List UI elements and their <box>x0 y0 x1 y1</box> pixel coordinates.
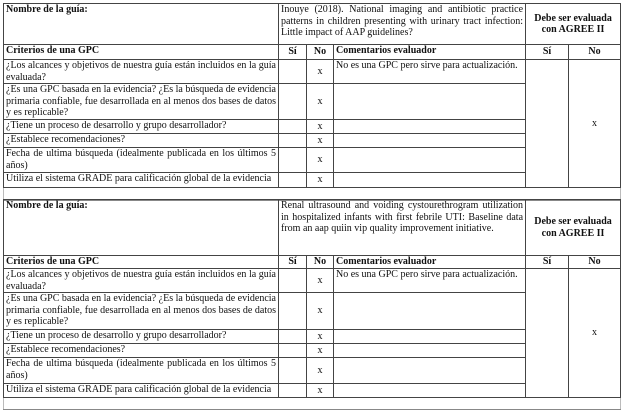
si-mark <box>279 60 307 84</box>
no-mark: x <box>307 173 334 188</box>
no-mark: x <box>307 148 334 173</box>
criterion-text: ¿Es una GPC basada en la evidencia? ¿Es la búsqueda de evidencia primaria confiable, fue desarrollada en al menos dos bases de datos y es replicable? <box>4 84 279 120</box>
agree-header: Debe ser evaluada con AGREE II <box>526 4 621 45</box>
no-mark: x <box>307 358 334 384</box>
table-row <box>4 60 621 84</box>
no-mark: x <box>307 120 334 134</box>
si-mark <box>279 173 307 188</box>
evaluator-comment <box>334 344 526 358</box>
evaluator-comment: No es una GPC pero sirve para actualización. <box>334 269 526 293</box>
si-header: Sí <box>279 256 307 269</box>
criterion-text: ¿Es una GPC basada en la evidencia? ¿Es la búsqueda de evidencia primaria confiable, fue desarrollada en al menos dos bases de datos y es replicable? <box>4 293 279 330</box>
si-mark <box>279 330 307 344</box>
agree-header: Debe ser evaluada con AGREE II <box>526 200 621 256</box>
guide-evaluation-table <box>3 199 621 410</box>
si-mark <box>279 120 307 134</box>
no-mark: x <box>307 60 334 84</box>
blank-row <box>4 398 621 410</box>
evaluator-comment <box>334 358 526 384</box>
no-mark: x <box>307 134 334 148</box>
agree-si-header: Sí <box>526 256 569 269</box>
si-mark <box>279 344 307 358</box>
criterion-text: Utiliza el sistema GRADE para calificación global de la evidencia <box>4 173 279 188</box>
si-header: Sí <box>279 45 307 60</box>
agree-no-header: No <box>569 256 621 269</box>
si-mark <box>279 148 307 173</box>
criterion-text: ¿Establece recomendaciones? <box>4 344 279 358</box>
guide-name-label: Nombre de la guía: <box>4 4 279 45</box>
guide-title: Inouye (2018). National imaging and antibiotic practice patterns in children presenting with urinary tract infection: Little impact of AAP guidelines? <box>279 4 526 45</box>
evaluator-comment <box>334 134 526 148</box>
no-header: No <box>307 45 334 60</box>
no-mark: x <box>307 269 334 293</box>
no-mark: x <box>307 384 334 398</box>
criterion-text: Fecha de ultima búsqueda (idealmente publicada en los últimos 5 años) <box>4 358 279 384</box>
evaluator-comment <box>334 120 526 134</box>
si-mark <box>279 358 307 384</box>
evaluator-comment: No es una GPC pero sirve para actualización. <box>334 60 526 84</box>
no-header: No <box>307 256 334 269</box>
si-mark <box>279 384 307 398</box>
criterion-text: ¿Los alcances y objetivos de nuestra guía están incluidos en la guía evaluada? <box>4 269 279 293</box>
evaluator-comment <box>334 384 526 398</box>
agree-no-mark: x <box>569 60 621 188</box>
si-mark <box>279 134 307 148</box>
si-mark <box>279 293 307 330</box>
agree-si-mark <box>526 60 569 188</box>
agree-no-header: No <box>569 45 621 60</box>
comments-header: Comentarios evaluador <box>334 45 526 60</box>
comments-header: Comentarios evaluador <box>334 256 526 269</box>
guide-title: Renal ultrasound and voiding cystourethrogram utilization in hospitalized infants with first febrile UTI: Baseline data from an aap quiin vip quality improvement initiative. <box>279 200 526 256</box>
agree-si-mark <box>526 269 569 398</box>
evaluator-comment <box>334 84 526 120</box>
table-row <box>4 269 621 293</box>
no-mark: x <box>307 344 334 358</box>
criteria-header: Criterios de una GPC <box>4 256 279 269</box>
criterion-text: Utiliza el sistema GRADE para calificación global de la evidencia <box>4 384 279 398</box>
criteria-header: Criterios de una GPC <box>4 45 279 60</box>
si-mark <box>279 84 307 120</box>
evaluator-comment <box>334 330 526 344</box>
criterion-text: ¿Establece recomendaciones? <box>4 134 279 148</box>
criterion-text: ¿Tiene un proceso de desarrollo y grupo desarrollador? <box>4 120 279 134</box>
criterion-text: ¿Los alcances y objetivos de nuestra guía están incluidos en la guía evaluada? <box>4 60 279 84</box>
agree-si-header: Sí <box>526 45 569 60</box>
no-mark: x <box>307 293 334 330</box>
evaluator-comment <box>334 148 526 173</box>
evaluator-comment <box>334 173 526 188</box>
no-mark: x <box>307 84 334 120</box>
guide-evaluation-table <box>3 3 621 201</box>
criterion-text: ¿Tiene un proceso de desarrollo y grupo desarrollador? <box>4 330 279 344</box>
si-mark <box>279 269 307 293</box>
guide-name-label: Nombre de la guía: <box>4 200 279 256</box>
agree-no-mark: x <box>569 269 621 398</box>
evaluator-comment <box>334 293 526 330</box>
no-mark: x <box>307 330 334 344</box>
criterion-text: Fecha de ultima búsqueda (idealmente publicada en los últimos 5 años) <box>4 148 279 173</box>
